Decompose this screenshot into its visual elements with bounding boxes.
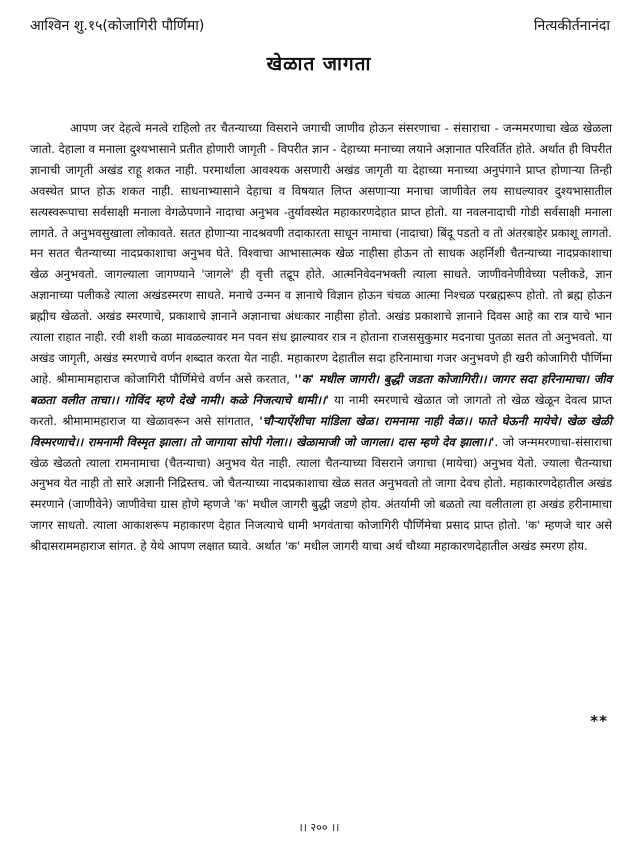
header-left-date: आश्विन शु.१५(कोजागिरी पौर्णिमा) [30,18,205,34]
page-title: खेळात जागता [266,53,372,75]
quote-ramnama: 'चौऱ्याऐंशीचा मांडिला खेळ। रामनामा नाही वेळ।। फाते घेऊनी मायेचे। खेळ खेळी विस्मरणाचे।। रामनामी विस्मृत झाला। तो जागाया सोपी गेला।। खेळामाजी जो जागला। दास म्हणे देव झाला।।' [30,413,612,449]
text-segment-3: . जो जन्ममरणाचा-संसाराचा खेळ खेळतो त्याला रामनामाचा (चैतन्याचा) अनुभव येत नाही. त्याला चैतन्याच्या विसराने जगाचा (मायेचा) अनुभव येतो. ज्याला चैतन्याचा अनुभव येत नाही तो सारे अज्ञानी निद्रिस्तच. जो चैतन्याच्या नादप्रकाशाचा खेळ सतत अनुभवतो तो जागा देवच होतो. महाकारणदेहातील अखंड स्मरणाने (जाणीवेने) जाणीवेचा ग्रास होणे म्हणजे 'क' मधील जागरी बुद्धी जडणे होय. अंतर्यामी जो बळतो त्या वलीताला हा अखंड हरीनामाचा जागर साधतो. त्याला आकाशरूप महाकारण देहात निजत्याचे धामी भगवंताचा कोजागिरी पौर्णिमेचा प्रसाद प्राप्त होतो. 'क' म्हणजे चार असे श्रीदासराममहाराज सांगत. हे येथे आपण लक्षात घ्यावे. अर्थात 'क' मधील जागरी याचा अर्थ चौथ्या महाकारणदेहातील अखंड स्मरण होय. [30,434,613,554]
text-segment-1: आपण जर देहत्वे मनत्वे राहिलो तर चैतन्याच्या विसराने जगाची जाणीव होऊन संसरणाचा - संसाराचा - जन्ममरणाचा खेळ खेळला जातो. देहाला व मनाला दुश्यभासाने प्रतीत होणारी जागृती - विपरीत ज्ञान - देहाच्या मनाच्या लयाने अज्ञानात परिवर्तित होते. अर्थात ही विपरीत ज्ञानाची जागृती अखंड राहू शकत नाही. परमार्थाला आवश्यक असणारी अखंड जागृती या देहाच्या मनाच्या अनुपंगाने प्राप्त होणाऱ्या तिन्ही अवस्थेत प्राप्त होऊ शकत नाही. साधनाभ्यासाने देहाचा व विषयात लिप्त असणाऱ्या मनाचा जाणीवेत लय साधल्यावर दुश्यभासातील सत्यस्वरूपाचा सर्वसाक्षी मनाला वेगळेपणाने नादाचा अनुभव -तुर्यावस्थेत महाकारणदेहात प्राप्त होतो. या नवलनादाची गोडी सर्वसाक्षी मनाला लागते. ते अनुभवसुखाला लोकावते. सतत होणाऱ्या नादश्रवणी तदाकारता साधून नामाचा (नादाचा) बिंदू पडतो व तो अंतरबाहेर प्रकाशू लागतो. मन सतत चैतन्याच्या नादप्रकाशाचा अनुभव घेते. विश्वाचा आभासात्मक खेळ नाहीसा होऊन तो साधक अहर्निशी चैतन्याच्या नादप्रकाशाचा खेळ अनुभवतो. जागल्याला जागण्याने 'जागले' ही वृत्ती तद्रूप होते. आत्मनिवेदनभक्ती त्याला साधते. जाणीवनेणीवेच्या पलीकडे, ज्ञान अज्ञानाच्या पलीकडे त्याला अखंडस्मरण साधते. मनाचे उन्मन व ज्ञानाचे विज्ञान होऊन चंचळ आत्मा निश्चळ परब्रह्मरूप होतो. तो ब्रह्म होऊन ब्रह्मीच खेळतो. अखंड स्मरणाचे, प्रकाशाचे ज्ञानाने अज्ञानाचा अंधःकार नाहीसा होतो. अखंड प्रकाशाचे ज्ञानाने दिवस आहे का रात्र याचे भान त्याला राहात नाही. रवी शशी कळा मावळल्यावर मन पवन संध झाल्यावर रात्र न होताना राजससुकुमार मदनाचा पुतळा सतत तो अनुभवतो. या अखंड जागृती, अखंड स्मरणाचे वर्णन शब्दात करता येत नाही. महाकारण देहातील सदा हरिनामाचा गजर अनुभवणे ही खरी कोजागिरी पौर्णिमा आहे. श्रीमामामहाराज कोजागिरी पौर्णिमेचे वर्णन असे करतात, [30,121,612,386]
end-mark: ** [590,712,608,730]
text-segment-2: या नामी स्मरणाचे खेळात जो जागतो तो खेळ खेळून देवत्व प्राप्त करतो. श्रीमामामहाराज या खेळावरून असे सांगतात, [30,392,612,428]
quote-kojagiri: ''क' मधील जागरी। बुद्धी जडता कोजागिरी।। जागर सदा हरिनामाचा। जीव बळता वलीत ताचा।। गोविंद म्हणे देखे नामी। कळे निजत्याचे धामी।।' [30,371,612,407]
paragraph [30,118,612,557]
header-right-series: नित्यकीर्तनानंदा [533,18,610,34]
page-number: ।। २०० ।। [298,821,340,834]
body-text [30,118,612,557]
